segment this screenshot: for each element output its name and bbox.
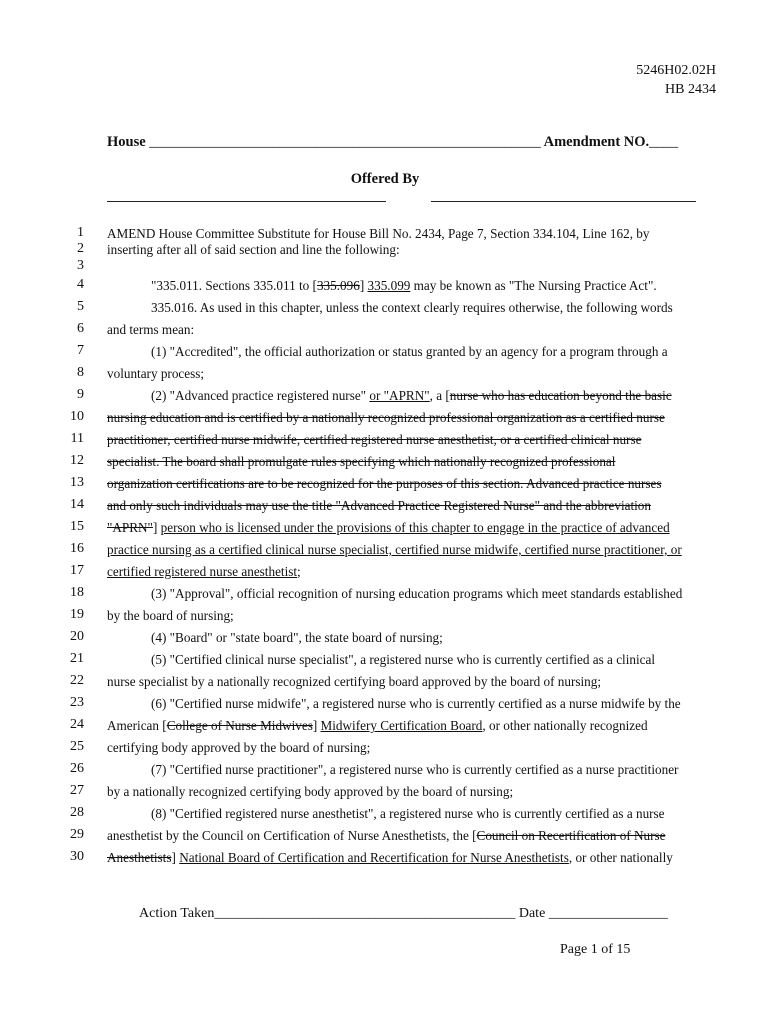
line-number: 23 <box>70 695 84 710</box>
action-taken-blank: ___________________________________________ <box>214 906 516 921</box>
line-number: 3 <box>77 258 84 273</box>
text-segment: "335.011. Sections 335.011 to [ <box>151 278 317 293</box>
text-segment: , or other nationally recognized <box>482 718 648 733</box>
signature-line-left <box>107 201 386 202</box>
house-label: House <box>107 134 146 150</box>
text-line <box>151 344 668 360</box>
text-segment: AMEND House Committee Substitute for House Bill No. 2434, Page 7, Section 334.104, Line 162, by <box>107 226 650 241</box>
inserted-text: 335.099 <box>367 278 411 293</box>
deleted-text: organization certifications are to be recognized for the purposes of this section. Advanced practice nurses <box>107 476 662 491</box>
deleted-text: and only such individuals may use the title "Advanced Practice Registered Nurse" and the abbreviation <box>107 498 651 513</box>
text-line <box>151 586 682 602</box>
deleted-text: College of Nurse Midwives <box>166 718 313 733</box>
text-line <box>107 740 370 756</box>
line-number: 30 <box>70 849 84 864</box>
text-segment: and terms mean: <box>107 322 195 337</box>
text-line <box>151 696 681 712</box>
text-segment: (6) "Certified nurse midwife", a registered nurse who is currently certified as a nurse midwife by the <box>151 696 681 711</box>
text-line <box>107 564 301 580</box>
line-number: 17 <box>70 563 84 578</box>
deleted-text: practitioner, certified nurse midwife, certified registered nurse anesthetist, or a certified clinical nurse <box>107 432 642 447</box>
page-number: Page 1 of 15 <box>560 942 631 957</box>
text-line <box>151 278 657 294</box>
action-taken-label: Action Taken <box>139 906 215 921</box>
line-number: 11 <box>70 431 84 446</box>
text-line <box>107 850 673 866</box>
text-line <box>151 300 673 316</box>
deleted-text: 335.096 <box>316 278 360 293</box>
line-number: 25 <box>70 739 84 754</box>
line-number: 27 <box>70 783 84 798</box>
text-segment: (4) "Board" or "state board", the state board of nursing; <box>151 630 443 645</box>
house-blank: ______________________________________________________ <box>149 134 541 150</box>
line-number: 12 <box>70 453 84 468</box>
text-segment: , or other nationally <box>568 850 673 865</box>
text-line <box>107 366 204 382</box>
text-segment: by a nationally recognized certifying body approved by the board of nursing; <box>107 784 514 799</box>
text-line <box>151 762 678 778</box>
inserted-text: Midwifery Certification Board <box>320 718 483 733</box>
line-number: 7 <box>77 343 84 358</box>
line-number: 13 <box>70 475 84 490</box>
deleted-text: specialist. The board shall promulgate rules specifying which nationally recognized professional <box>107 454 616 469</box>
line-number: 20 <box>70 629 84 644</box>
text-line <box>107 828 666 844</box>
text-segment: by the board of nursing; <box>107 608 234 623</box>
text-segment: (1) "Accredited", the official authorization or status granted by an agency for a program through a <box>151 344 668 359</box>
date-blank: _________________ <box>548 906 668 921</box>
text-segment: (3) "Approval", official recognition of nursing education programs which meet standards established <box>151 586 683 601</box>
offered-by-label: Offered By <box>350 171 420 187</box>
text-segment: anesthetist by the Council on Certification of Nurse Anesthetists, the [ <box>107 828 477 843</box>
signature-line-right <box>431 201 696 202</box>
text-segment: American [ <box>107 718 167 733</box>
inserted-text: practice nursing as a certified clinical nurse specialist, certified nurse midwife, certified nurse practitioner, or <box>107 542 682 557</box>
text-segment: (2) "Advanced practice registered nurse" <box>151 388 370 403</box>
line-number: 2 <box>77 241 84 256</box>
line-number: 4 <box>77 277 84 292</box>
date-label: Date <box>518 906 546 921</box>
line-number: 29 <box>70 827 84 842</box>
text-segment: may be known as "The Nursing Practice Act". <box>410 278 657 293</box>
inserted-text: National Board of Certification and Recertification for Nurse Anesthetists <box>179 850 569 865</box>
text-line <box>151 630 443 646</box>
line-number: 6 <box>77 321 84 336</box>
text-line <box>107 718 648 734</box>
text-segment: , a [ <box>429 388 450 403</box>
text-segment: ] <box>359 278 368 293</box>
text-segment: (8) "Certified registered nurse anesthetist", a registered nurse who is currently certified as a nurse <box>151 806 665 821</box>
line-number: 24 <box>70 717 84 732</box>
text-segment: (5) "Certified clinical nurse specialist", a registered nurse who is currently certified as a clinical <box>151 652 656 667</box>
text-line <box>107 498 651 514</box>
text-line <box>107 674 601 690</box>
line-number: 14 <box>70 497 84 512</box>
text-segment: inserting after all of said section and line the following: <box>107 242 400 257</box>
deleted-text: Anesthetists <box>107 850 172 865</box>
text-line <box>107 542 682 558</box>
text-line <box>151 388 672 404</box>
deleted-text: Council on Recertification of Nurse <box>476 828 666 843</box>
text-line <box>107 520 670 536</box>
text-line <box>151 652 655 668</box>
line-number: 16 <box>70 541 84 556</box>
text-segment: (7) "Certified nurse practitioner", a registered nurse who is currently certified as a nurse practitioner <box>151 762 679 777</box>
inserted-text: person who is licensed under the provisions of this chapter to engage in the practice of advanced <box>160 520 670 535</box>
text-line <box>107 322 194 338</box>
text-segment: ; <box>297 564 301 579</box>
text-segment: nurse specialist by a nationally recognized certifying board approved by the board of nursing; <box>107 674 602 689</box>
line-number: 8 <box>77 365 84 380</box>
line-number: 22 <box>70 673 84 688</box>
text-segment: ] <box>312 718 321 733</box>
amendment-label: Amendment NO. <box>543 134 650 150</box>
deleted-text: nursing education and is certified by a nationally recognized professional organization as a certified nurse <box>107 410 665 425</box>
text-segment: ] <box>152 520 161 535</box>
line-number: 9 <box>77 387 84 402</box>
line-number: 1 <box>77 225 84 240</box>
text-line <box>107 476 662 492</box>
text-line <box>107 608 234 624</box>
amendment-blank: ____ <box>649 134 679 150</box>
action-taken-line <box>139 906 668 922</box>
deleted-text: "APRN" <box>107 520 153 535</box>
line-number: 19 <box>70 607 84 622</box>
deleted-text: nurse who has education beyond the basic <box>449 388 672 403</box>
text-line <box>107 784 513 800</box>
document-id: 5246H02.02H <box>636 63 716 78</box>
text-line <box>107 242 400 258</box>
line-number: 26 <box>70 761 84 776</box>
text-segment: certifying body approved by the board of nursing; <box>107 740 371 755</box>
line-number: 18 <box>70 585 84 600</box>
text-segment: 335.016. As used in this chapter, unless the context clearly requires otherwise, the following words <box>151 300 673 315</box>
text-line <box>107 410 665 426</box>
line-number: 10 <box>70 409 84 424</box>
text-line <box>107 454 615 470</box>
text-segment: ] <box>171 850 180 865</box>
line-number: 28 <box>70 805 84 820</box>
amendment-title-line <box>107 134 678 151</box>
bill-number: HB 2434 <box>665 82 716 97</box>
text-line <box>151 806 665 822</box>
inserted-text: certified registered nurse anesthetist <box>107 564 298 579</box>
line-number: 21 <box>70 651 84 666</box>
inserted-text: or "APRN" <box>369 388 430 403</box>
text-line <box>107 226 649 242</box>
line-number: 5 <box>77 299 84 314</box>
text-segment: voluntary process; <box>107 366 205 381</box>
line-number: 15 <box>70 519 84 534</box>
text-line <box>107 432 641 448</box>
